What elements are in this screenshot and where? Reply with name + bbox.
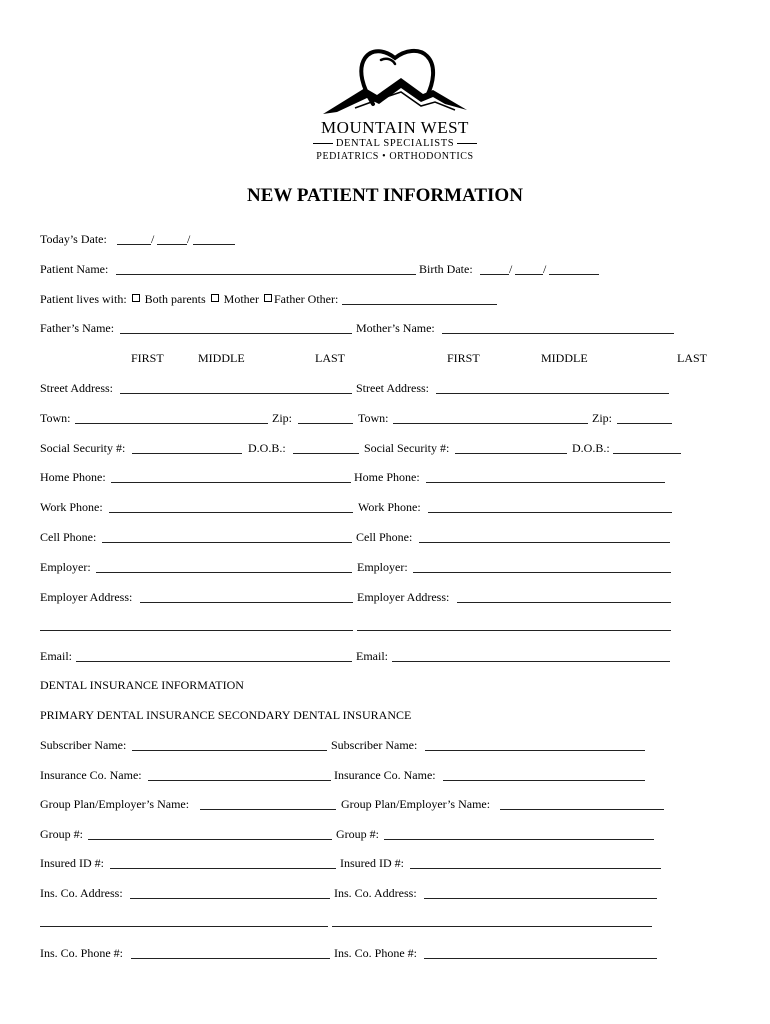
primary-subscriber-field[interactable] — [132, 750, 327, 751]
birth-date-year-field[interactable] — [549, 274, 599, 275]
mother-work-phone-label: Work Phone: — [358, 500, 421, 514]
secondary-group-no-field[interactable] — [384, 839, 654, 840]
secondary-insured-id-label: Insured ID #: — [340, 856, 404, 870]
secondary-group-plan-label: Group Plan/Employer’s Name: — [341, 797, 491, 811]
mother-checkbox[interactable] — [211, 294, 219, 302]
primary-address-field[interactable] — [130, 898, 330, 899]
patient-name-field[interactable] — [116, 274, 416, 275]
secondary-insured-id-field[interactable] — [410, 868, 661, 869]
secondary-address-line2[interactable] — [332, 926, 652, 927]
father-zip-field[interactable] — [298, 423, 353, 424]
father-employer-address-line2[interactable] — [40, 630, 353, 631]
mother-town-field[interactable] — [393, 423, 588, 424]
primary-address-line2[interactable] — [40, 926, 328, 927]
father-employer-address-field[interactable] — [140, 602, 353, 603]
primary-group-plan-field[interactable] — [200, 809, 336, 810]
father-home-phone-field[interactable] — [111, 482, 351, 483]
secondary-phone-label: Ins. Co. Phone #: — [334, 946, 418, 960]
mother-street-field[interactable] — [436, 393, 669, 394]
fathers-name-label: Father’s Name: — [40, 321, 115, 335]
mother-employer-address-field[interactable] — [457, 602, 671, 603]
secondary-company-label: Insurance Co. Name: — [334, 768, 436, 782]
father-first-caption: FIRST — [131, 351, 164, 365]
mother-employer-field[interactable] — [413, 572, 671, 573]
mother-ssn-label: Social Security #: — [364, 441, 450, 455]
practice-logo — [300, 48, 490, 166]
father-home-phone-label: Home Phone: — [40, 470, 106, 484]
mother-employer-address-label: Employer Address: — [357, 590, 450, 604]
father-employer-field[interactable] — [96, 572, 352, 573]
father-zip-label: Zip: — [272, 411, 292, 425]
father-checkbox[interactable] — [264, 294, 272, 302]
father-email-label: Email: — [40, 649, 72, 663]
mother-zip-field[interactable] — [617, 423, 672, 424]
logo-name: MOUNTAIN WEST — [321, 118, 469, 137]
father-street-label: Street Address: — [40, 381, 113, 395]
insurance-heading: DENTAL INSURANCE INFORMATION — [40, 678, 244, 692]
primary-phone-field[interactable] — [131, 958, 330, 959]
primary-group-no-field[interactable] — [88, 839, 332, 840]
father-email-field[interactable] — [76, 661, 352, 662]
father-employer-label: Employer: — [40, 560, 91, 574]
insurance-columns-heading: PRIMARY DENTAL INSURANCE SECONDARY DENTAL INSURANCE — [40, 708, 412, 722]
secondary-subscriber-field[interactable] — [425, 750, 645, 751]
father-cell-phone-label: Cell Phone: — [40, 530, 97, 544]
mother-work-phone-field[interactable] — [428, 512, 672, 513]
tooth-mountain-icon — [315, 48, 475, 118]
father-middle-caption: MIDDLE — [198, 351, 245, 365]
primary-phone-label: Ins. Co. Phone #: — [40, 946, 124, 960]
mother-email-field[interactable] — [392, 661, 670, 662]
father-town-field[interactable] — [75, 423, 268, 424]
logo-services: PEDIATRICS • ORTHODONTICS — [316, 151, 474, 162]
secondary-address-label: Ins. Co. Address: — [334, 886, 417, 900]
logo-tagline: DENTAL SPECIALISTS — [300, 138, 490, 149]
birth-date-label: Birth Date: — [419, 262, 473, 276]
fathers-name-field[interactable] — [120, 333, 352, 334]
secondary-group-no-label: Group #: — [336, 827, 379, 841]
mother-cell-phone-field[interactable] — [419, 542, 670, 543]
secondary-group-plan-field[interactable] — [500, 809, 664, 810]
mother-ssn-field[interactable] — [455, 453, 567, 454]
father-work-phone-label: Work Phone: — [40, 500, 103, 514]
mother-zip-label: Zip: — [592, 411, 612, 425]
secondary-address-field[interactable] — [424, 898, 657, 899]
secondary-phone-field[interactable] — [424, 958, 657, 959]
father-dob-label: D.O.B.: — [248, 441, 286, 455]
mother-first-caption: FIRST — [447, 351, 480, 365]
mother-town-label: Town: — [358, 411, 389, 425]
birth-date-month-field[interactable] — [480, 274, 509, 275]
primary-company-label: Insurance Co. Name: — [40, 768, 142, 782]
todays-date-month-field[interactable] — [117, 244, 151, 245]
primary-group-plan-label: Group Plan/Employer’s Name: — [40, 797, 190, 811]
both-parents-checkbox[interactable] — [132, 294, 140, 302]
patient-name-label: Patient Name: — [40, 262, 109, 276]
mother-last-caption: LAST — [677, 351, 707, 365]
father-last-caption: LAST — [315, 351, 345, 365]
mother-employer-address-line2[interactable] — [357, 630, 671, 631]
father-ssn-label: Social Security #: — [40, 441, 126, 455]
mother-home-phone-field[interactable] — [426, 482, 665, 483]
mother-middle-caption: MIDDLE — [541, 351, 588, 365]
date-separator: / — [543, 262, 547, 276]
father-town-label: Town: — [40, 411, 71, 425]
mother-dob-label: D.O.B.: — [572, 441, 610, 455]
secondary-company-field[interactable] — [443, 780, 645, 781]
mother-street-label: Street Address: — [356, 381, 429, 395]
primary-address-label: Ins. Co. Address: — [40, 886, 123, 900]
date-separator: / — [151, 232, 155, 246]
primary-insured-id-label: Insured ID #: — [40, 856, 104, 870]
lives-with-row: Patient lives with: Both parents Mother Father Other: — [40, 292, 339, 306]
mother-employer-label: Employer: — [357, 560, 408, 574]
mothers-name-label: Mother’s Name: — [356, 321, 435, 335]
birth-date-day-field[interactable] — [515, 274, 543, 275]
lives-with-other-field[interactable] — [342, 304, 497, 305]
mothers-name-field[interactable] — [442, 333, 674, 334]
todays-date-year-field[interactable] — [193, 244, 235, 245]
mother-home-phone-label: Home Phone: — [354, 470, 420, 484]
mother-cell-phone-label: Cell Phone: — [356, 530, 413, 544]
mother-email-label: Email: — [356, 649, 388, 663]
father-dob-field[interactable] — [293, 453, 359, 454]
father-ssn-field[interactable] — [132, 453, 242, 454]
father-employer-address-label: Employer Address: — [40, 590, 133, 604]
primary-company-field[interactable] — [148, 780, 331, 781]
father-work-phone-field[interactable] — [109, 512, 353, 513]
father-cell-phone-field[interactable] — [102, 542, 352, 543]
primary-subscriber-label: Subscriber Name: — [40, 738, 127, 752]
todays-date-day-field[interactable] — [157, 244, 187, 245]
primary-insured-id-field[interactable] — [110, 868, 336, 869]
primary-group-no-label: Group #: — [40, 827, 83, 841]
mother-dob-field[interactable] — [613, 453, 681, 454]
form-title: NEW PATIENT INFORMATION — [247, 185, 523, 206]
father-street-field[interactable] — [120, 393, 352, 394]
todays-date-label: Today’s Date: — [40, 232, 107, 246]
secondary-subscriber-label: Subscriber Name: — [331, 738, 418, 752]
date-separator: / — [509, 262, 513, 276]
date-separator: / — [187, 232, 191, 246]
